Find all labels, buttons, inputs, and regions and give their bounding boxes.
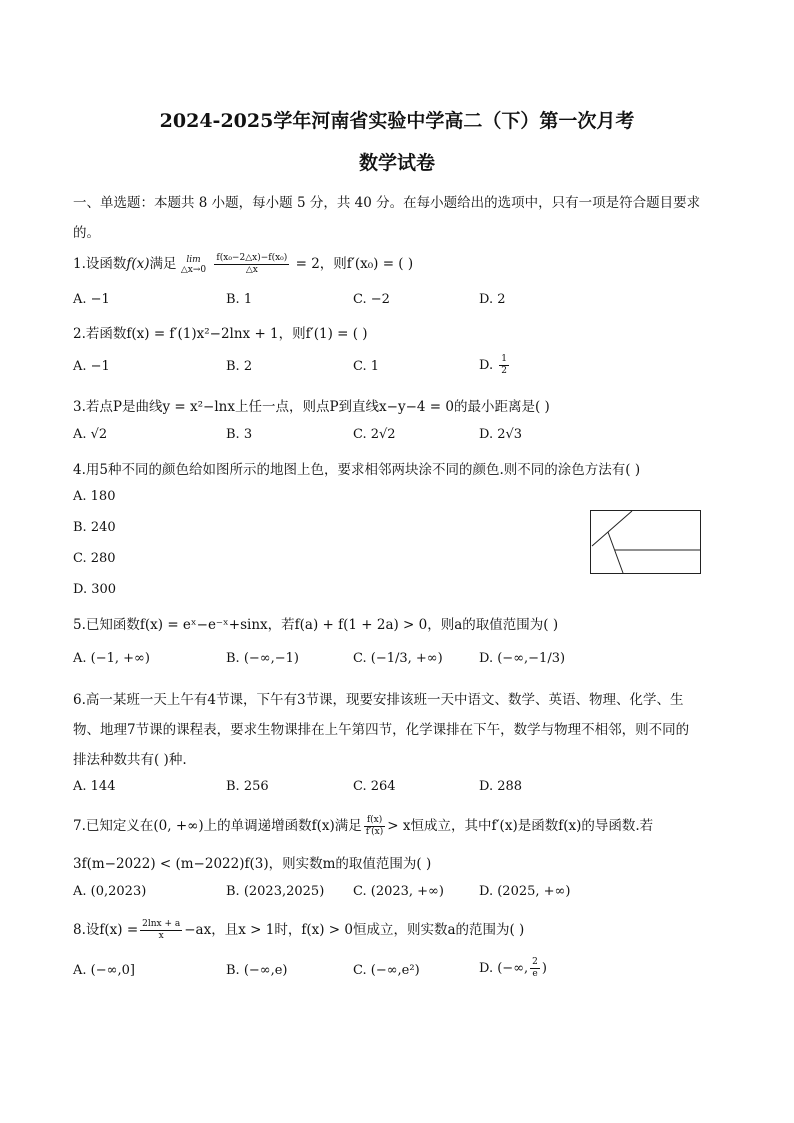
q5-option-d[interactable]: D. (−∞,−1/3) (479, 651, 566, 666)
question-4-stem: 4.用5种不同的颜色给如图所示的地图上色，要求相邻两块涂不同的颜色.则不同的涂色方法有( ) (73, 462, 641, 478)
q2-option-b[interactable]: B. 2 (226, 359, 253, 374)
q8-part-b: −ax，且x > 1时，f(x) > 0恒成立，则实数a的范围为( ) (184, 922, 525, 938)
q8-d-label: D. (−∞, (479, 961, 529, 976)
q8-d-suffix: ) (541, 961, 547, 976)
q7-option-c[interactable]: C. (2023, +∞) (353, 884, 444, 899)
q3-option-b[interactable]: B. 3 (226, 427, 253, 442)
q2-d-den: 2 (501, 366, 507, 376)
question-2-stem (73, 322, 368, 342)
q1-option-a[interactable]: A. −1 (73, 292, 110, 307)
q1-option-d[interactable]: D. 2 (479, 292, 506, 307)
q5-option-a[interactable]: A. (−1, +∞) (73, 651, 150, 666)
q1-fx: f(x) (126, 256, 150, 272)
q3-option-d[interactable]: D. 2√3 (479, 427, 523, 442)
q8-option-b[interactable]: B. (−∞,e) (226, 963, 288, 978)
q7-option-d[interactable]: D. (2025, +∞) (479, 884, 571, 899)
q1-prefix: 1.设函数 (73, 256, 127, 272)
exam-subtitle: 数学试卷 (358, 152, 435, 174)
q8-part-a: 8.设f(x) = (73, 922, 139, 938)
exam-title: 2024-2025学年河南省实验中学高二（下）第一次月考 (159, 110, 635, 132)
q1-lim-top: lim (186, 254, 201, 265)
q4-option-a[interactable]: A. 180 (73, 489, 116, 504)
q2-formula: f(x) = f′(1)x²−2lnx + 1，则f′(1) = ( ) (126, 326, 368, 342)
q6-option-a[interactable]: A. 144 (73, 779, 116, 794)
q8-frac-num: 2lnx + a (142, 919, 181, 929)
q1-frac-num: f(x₀−2△x)−f(x₀) (216, 253, 288, 263)
q5-option-c[interactable]: C. (−1/3, +∞) (353, 651, 443, 666)
q2-d-num: 1 (501, 354, 507, 364)
q7-frac-num: f(x) (364, 815, 385, 827)
q8-option-a[interactable]: A. (−∞,0] (73, 963, 135, 978)
q8-fraction (140, 919, 182, 942)
q8-frac-den: x (158, 931, 164, 941)
question-3-stem: 3.若点P是曲线y = x²−lnx上任一点，则点P到直线x−y−4 = 0的最小距离是( ) (73, 399, 550, 415)
q8-option-d[interactable] (479, 957, 547, 980)
q2-prefix: 2.若函数 (73, 326, 127, 342)
q2-d-label: D. (479, 358, 494, 373)
q8-option-c[interactable]: C. (−∞,e²) (353, 963, 420, 978)
question-1-stem (73, 252, 413, 276)
q3-option-a[interactable]: A. √2 (73, 427, 108, 442)
q4-option-d[interactable]: D. 300 (73, 582, 117, 597)
q7-option-b[interactable]: B. (2023,2025) (226, 884, 325, 899)
q4-option-c[interactable]: C. 280 (73, 551, 116, 566)
q5-option-b[interactable]: B. (−∞,−1) (226, 651, 299, 666)
q1-ask: f′(x₀) = ( ) (346, 256, 414, 272)
q1-option-b[interactable]: B. 1 (226, 292, 253, 307)
q2-option-a[interactable]: A. −1 (73, 359, 110, 374)
q7-part-a: 7.已知定义在(0, +∞)上的单调递增函数f(x)满足 (73, 818, 362, 834)
q6-option-d[interactable]: D. 288 (479, 779, 523, 794)
question-6-line-3: 排法种数共有( )种. (73, 752, 187, 768)
q1-fraction (214, 253, 289, 276)
q4-option-b[interactable]: B. 240 (73, 520, 116, 535)
map-figure (590, 510, 702, 579)
q7-fraction (364, 815, 385, 838)
question-6-line-1: 6.高一某班一天上午有4节课，下午有3节课，现要安排该班一天中语文、数学、英语、物理、化学、生 (73, 692, 684, 708)
q3-option-c[interactable]: C. 2√2 (353, 427, 396, 442)
map-diagram (590, 510, 702, 575)
q7-option-a[interactable]: A. (0,2023) (73, 884, 147, 899)
q8-d-num: 2 (532, 957, 538, 967)
question-7-line-2: 3f(m−2022) < (m−2022)f(3)，则实数m的取值范围为( ) (73, 856, 432, 872)
q7-part-b: > x恒成立，其中f′(x)是函数f(x)的导函数.若 (387, 818, 654, 834)
q2-d-fraction (499, 354, 509, 377)
q2-option-c[interactable]: C. 1 (353, 359, 380, 374)
question-7-line-1 (73, 814, 653, 838)
q1-cond: 满足 (149, 256, 177, 272)
question-5-stem: 5.已知函数f(x) = eˣ−e⁻ˣ+sinx，若f(a) + f(1 + 2a) > 0，则a的取值范围为( ) (73, 617, 559, 633)
q6-option-b[interactable]: B. 256 (226, 779, 269, 794)
q6-option-c[interactable]: C. 264 (353, 779, 396, 794)
section-heading: 一、单选题：本题共 8 小题，每小题 5 分，共 40 分。在每小题给出的选项中，只有一项是符合题目要求的。 (73, 195, 701, 241)
q1-lim-bottom: △x→0 (180, 264, 207, 275)
q1-eq: = 2，则 (295, 256, 347, 272)
q8-d-fraction (530, 957, 540, 980)
q2-option-d[interactable] (479, 354, 511, 377)
q1-frac-den: △x (245, 265, 258, 275)
q1-option-c[interactable]: C. −2 (353, 292, 390, 307)
q1-limit (181, 255, 206, 275)
question-6-line-2: 物、地理7节课的课程表，要求生物课排在上午第四节，化学课排在下午，数学与物理不相邻，则不同的 (73, 722, 690, 738)
question-8-stem (73, 918, 524, 942)
q7-frac-den: f′(x) (365, 827, 384, 837)
q8-d-den: e (532, 969, 538, 979)
